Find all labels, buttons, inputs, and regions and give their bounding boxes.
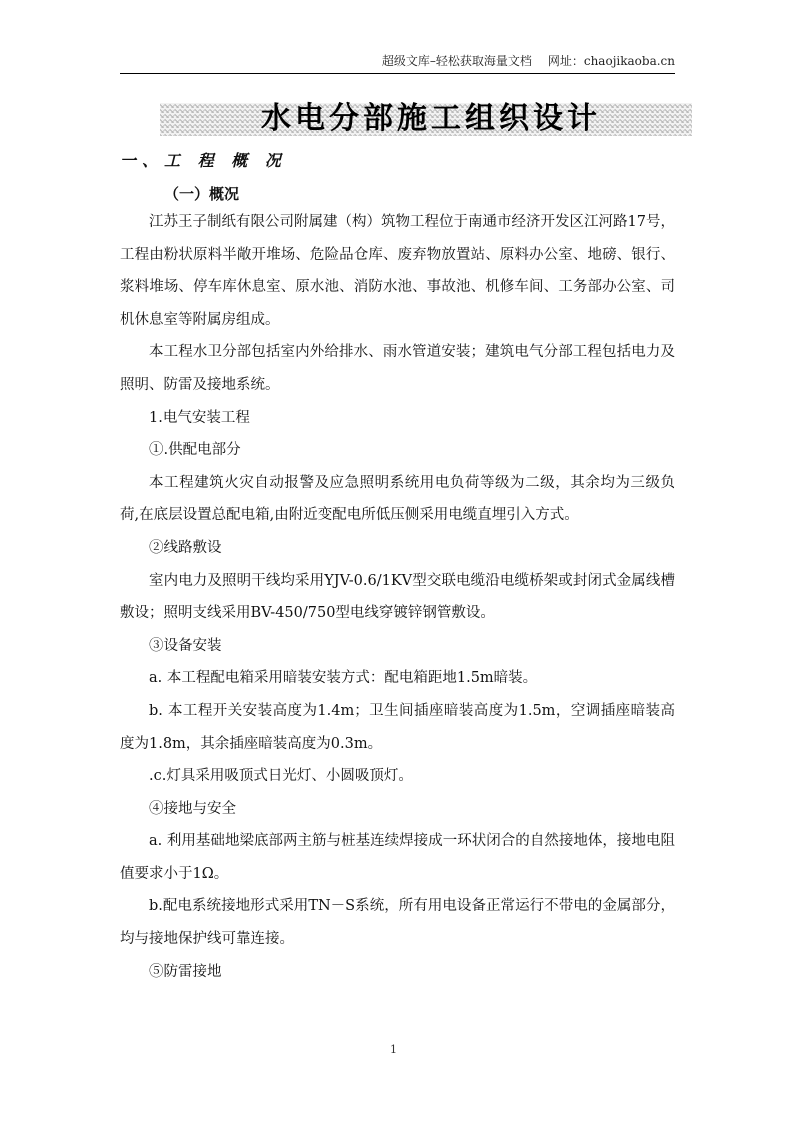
- section-heading: 一、工 程 概 况: [120, 151, 287, 170]
- heading-wiring: ②线路敷设: [149, 539, 222, 556]
- heading-equipment: ③设备安装: [149, 637, 222, 654]
- paragraph-grounding-a: a. 利用基础地梁底部两主筋与桩基连续焊接成一环状闭合的自然接地体，接地电阻值要求小于1Ω。: [120, 833, 675, 882]
- paragraph-grounding-b: b.配电系统接地形式采用TN－S系统，所有用电设备正常运行不带电的金属部分，均与接地保护线可靠连接。: [120, 898, 675, 948]
- heading-electrical: 1.电气安装工程: [149, 409, 250, 426]
- paragraph-scope: 本工程水卫分部包括室内外给排水、雨水管道安装；建筑电气分部工程包括电力及照明、防雷及接地系统。: [120, 344, 675, 393]
- url-label: 网址：: [547, 54, 584, 68]
- heading-grounding: ④接地与安全: [149, 800, 236, 817]
- heading-power-supply: ①.供配电部分: [149, 442, 241, 459]
- paragraph-equipment-b: b. 本工程开关安装高度为1.4m；卫生间插座暗装高度为1.5m，空调插座暗装高度为1.8m，其余插座暗装高度为0.3m。: [120, 702, 675, 752]
- paragraph-overview: 江苏王子制纸有限公司附属建（构）筑物工程位于南通市经济开发区江河路17号，工程由粉状原料半敞开堆场、危险品仓库、废弃物放置站、原料办公室、地磅、银行、浆料堆场、停车库休息室、原水池、消防水池、事故池、机修车间、工务部办公室、司机休息室等附属房组成。: [120, 214, 675, 328]
- heading-lightning: ⑤防雷接地: [149, 963, 222, 980]
- paragraph-power-supply: 本工程建筑火灾自动报警及应急照明系统用电负荷等级为二级，其余均为三级负荷,在底层设置总配电箱,由附近变配电所低压侧采用电缆直埋引入方式。: [120, 474, 675, 524]
- page-header: [120, 52, 675, 72]
- document-body: [120, 206, 675, 988]
- site-url[interactable]: chaojikaoba.cn: [583, 54, 675, 68]
- paragraph-wiring: 室内电力及照明干线均采用YJV-0.6/1KV型交联电缆沿电缆桥架或封闭式金属线槽敷设；照明支线采用BV-450/750型电线穿镀锌钢管敷设。: [120, 572, 675, 622]
- site-slogan: 超级文库–轻松获取海量文档: [381, 54, 532, 68]
- page-number: 1: [390, 1043, 397, 1056]
- paragraph-equipment-a: a. 本工程配电箱采用暗装安装方式：配电箱距地1.5m暗装。: [149, 670, 538, 687]
- header-divider: [120, 73, 675, 74]
- paragraph-equipment-c: .c.灯具采用吸顶式日光灯、小圆吸顶灯。: [149, 768, 413, 785]
- subsection-heading: （一）概况: [164, 185, 240, 203]
- document-title: 水电分部施工组织设计: [261, 101, 601, 136]
